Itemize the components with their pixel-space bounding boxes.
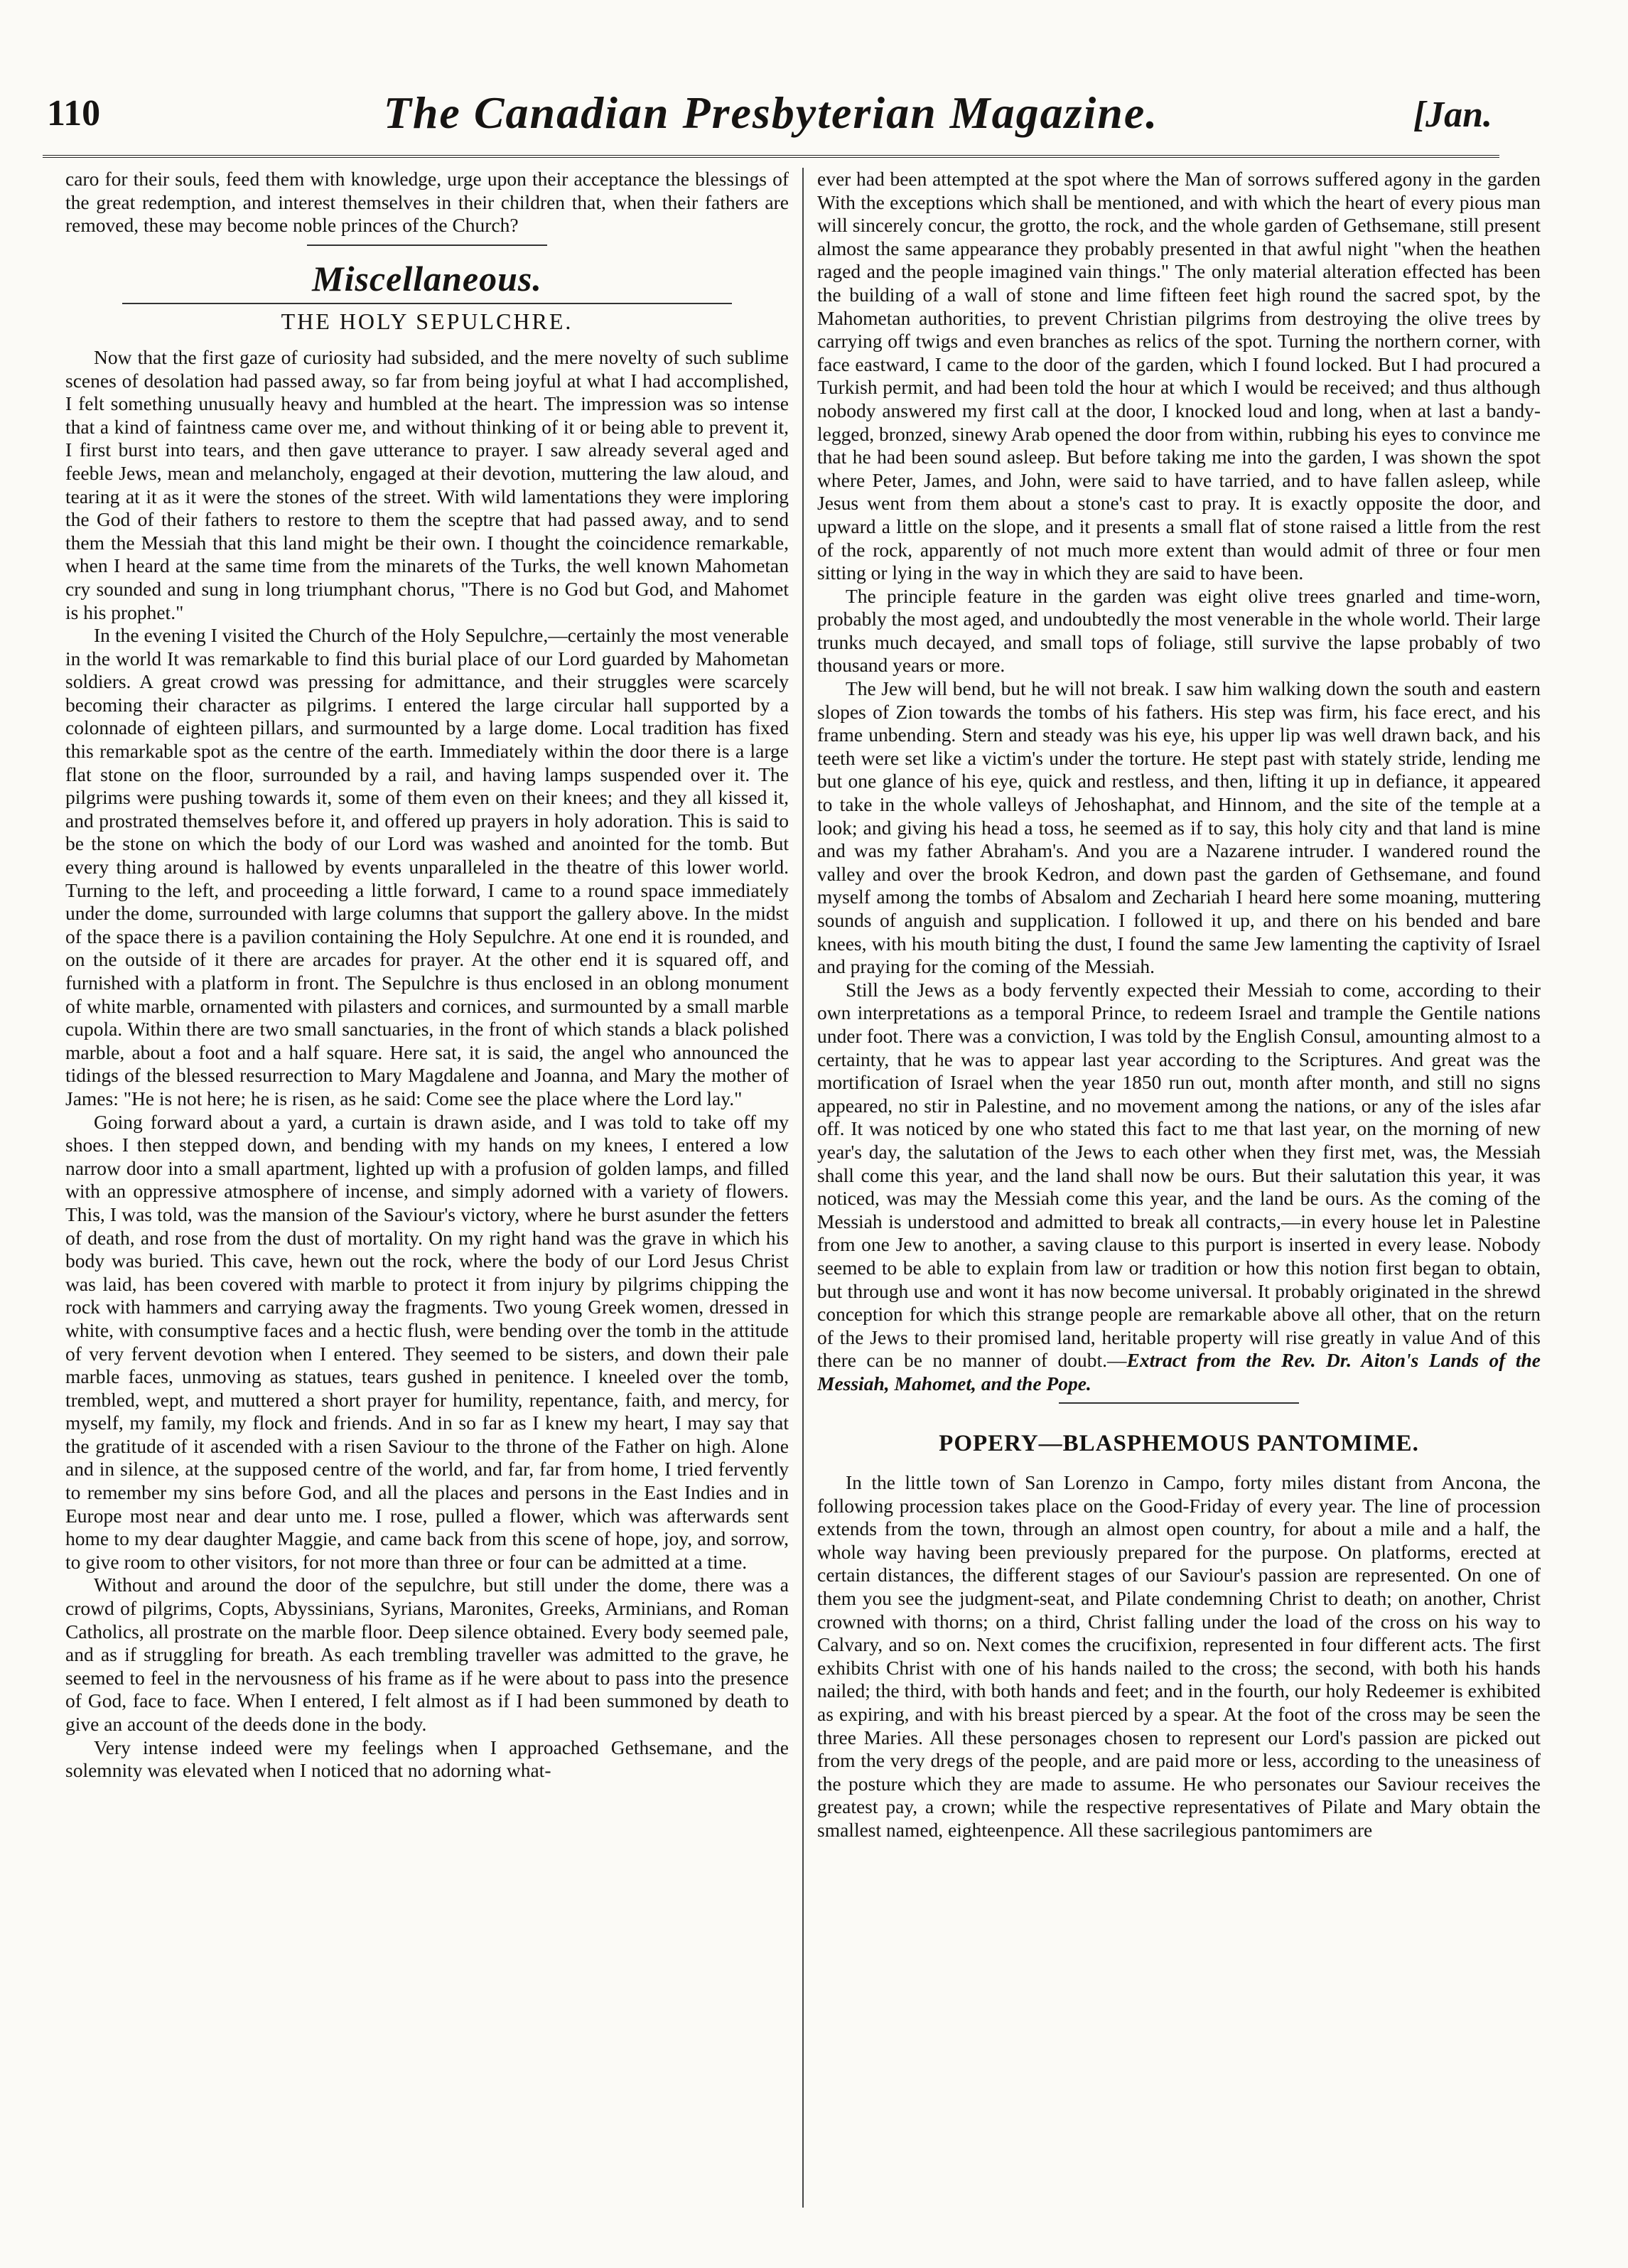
left-column	[65, 168, 789, 2208]
article-title: POPERY—BLASPHEMOUS PANTOMIME.	[939, 1431, 1419, 1457]
article-text: Still the Jews as a body fervently expected their Messiah to come, according to their own interpretations as a temporal Prince, to redeem Israel and trample the Gentile nations under foot. There was a conviction, I was told by the English Consul, amounting almost to a certainty, that he was to appear last year according to the Scriptures. And great was the mortification of Israel when the year 1850 run out, month after month, and still no signs appeared, no stir in Palestine, and no movement among the nations, or any of the isles afar off. It was noticed by one who stated this fact to me that last year, on the morning of new year's day, the salutation of the Jews to each other when they first met, was, the Messiah shall come this year, and the land shall now be ours. But their salutation this year, it was noticed, was may the Messiah come this year, and the land be ours. As the coming of the Messiah is understood and admitted to break all contracts,—in every house let in Palestine from one Jew to another, a saving clause to this purport is inserted in every lease. Nobody seemed to be able to explain from law or tradition or how this notion first began to obtain, but through use and wont it has now become universal. It probably originated in the shrewd conception for which this strange people are remarkable above all other, that on the return of the Jews to their promised land, heritable property will rise greatly in value And of this there can be no manner of doubt.—	[817, 978, 1541, 1372]
issue-month: [Jan.	[1413, 95, 1492, 135]
lead-in-paragraph: caro for their souls, feed them with knowledge, urge upon their acceptance the blessings of the great redemption, and interest themselves in their children that, when their fathers are removed, these may become noble princes of the Church?	[65, 168, 789, 237]
section-divider	[307, 244, 547, 246]
section-heading: Miscellaneous.	[312, 258, 542, 299]
article-paragraph: Very intense indeed were my feelings when I approached Gethsemane, and the solemnity was elevated when I noticed that no adorning what-	[65, 1736, 789, 1782]
right-column	[817, 168, 1541, 2208]
heading-rule	[122, 303, 732, 304]
article-paragraph: Without and around the door of the sepulchre, but still under the dome, there was a crowd of pilgrims, Copts, Abyssinians, Syrians, Maronites, Greeks, Arminians, and Roman Catholics, all prostrate on the marble floor. Deep silence obtained. Every body seemed pale, and as if struggling for breath. As each trembling traveller was admitted to the grave, he seemed to feel in the nervousness of his frame as if he were about to pass into the presence of God, face to face. When I entered, I felt almost as if I had been summoned by death to give an account of the deeds done in the body.	[65, 1574, 789, 1735]
column-divider	[802, 168, 804, 2208]
article-divider	[1059, 1402, 1299, 1404]
magazine-title: The Canadian Presbyterian Magazine.	[383, 87, 1159, 138]
article-paragraph: ever had been attempted at the spot where the Man of sorrows suffered agony in the garden With the exceptions which shall be mentioned, and with which the heart of every pious man will sincerely concur, the grotto, the rock, and the whole garden of Gethsemane, still present almost the same appearance they probably presented in that awful night "when the heathen raged and the people imagined vain things." The only material alteration effected has been the building of a wall of stone and lime fifteen feet high round the sacred spot, by the Mahometan authorities, to prevent Christian pilgrims from destroying the olive trees by carrying off twigs and even branches as relics of the spot. Turning the northern corner, with face eastward, I came to the door of the garden, which I found locked. But I had procured a Turkish permit, and had been told the hour at which I would be received; and thus although nobody answered my first call at the door, I knocked loud and long, when at last a bandy-legged, bronzed, sinewy Arab opened the door from within, rubbing his eyes to convince me that he had been sound asleep. But before taking me into the garden, I was shown the spot where Peter, James, and John, were said to have tarried, and to have fallen asleep, while Jesus went from them about a stone's cast to pray. It is exactly opposite the door, and upward a little on the slope, and it presents a small flat of stone raised a little from the rest of the rock, apparently of not much more extent than would admit of three or four men sitting or lying in the way in which they are said to have been.	[817, 168, 1541, 584]
page-number: 110	[47, 93, 101, 134]
article-paragraph	[817, 979, 1541, 1396]
running-header	[43, 84, 1499, 158]
article-paragraph: Going forward about a yard, a curtain is drawn aside, and I was told to take off my shoes. I then stepped down, and bending with my hands on my knees, I entered a low narrow door into a small apartment, lighted up with a profusion of golden lamps, and filled with an oppressive atmosphere of incense, and simply adorned with a variety of flowers. This, I was told, was the mansion of the Saviour's victory, where he burst asunder the fetters of death, and rose from the dust of mortality. On my right hand was the grave in which his body was buried. This cave, hewn out the rock, where the body of our Lord Jesus Christ was laid, has been covered with marble to protect it from injury by pilgrims chipping the rock with hammers and carrying away the fragments. Two young Greek women, dressed in white, with consumptive faces and a hectic flush, were bending over the tomb in the attitude of very fervent devotion when I entered. They seemed to be sisters, and down their pale marble faces, unmoving as statues, tears gushed in penitence. I kneeled over the tomb, trembled, wept, and muttered a short prayer for humility, repentance, faith, and mercy, for myself, my family, my flock and friends. And in so far as I knew my heart, I may say that the gratitude of it ascended with a risen Saviour to the throne of the Father on high. Alone and in silence, at the supposed centre of the world, and far, far from home, I tried fervently to remember my sins before God, and all the places and persons in the East Indies and in Europe most near and dear unto me. I rose, pulled a flower, which was afterwards sent home to my dear daughter Maggie, and came back from this scene of hope, joy, and sorrow, to give room to other visitors, for not more than three or four can be admitted at a time.	[65, 1110, 789, 1573]
article-paragraph: The Jew will bend, but he will not break. I saw him walking down the south and eastern slopes of Zion towards the tombs of his fathers. His step was firm, his face erect, and his frame unbending. Stern and steady was his eye, his upper lip was well drawn back, and his teeth were set like a victim's under the torture. He stept past with stately stride, lending me but one glance of his eye, quick and restless, and then, lifting it up in defiance, it appeared to take in the whole valleys of Jehoshaphat, and Hinnom, and the site of the temple at a look; and giving his head a toss, he seemed as if to say, this holy city and that land is mine and was my father Abraham's. And you are a Nazarene intruder. I wandered round the valley and over the brook Kedron, and down past the garden of Gethsemane, and found myself among the tombs of Absalom and Zechariah I heard here some moaning, muttering sounds of anguish and supplication. I followed it up, and there on his bended and bare knees, with his mouth biting the dust, I found the same Jew lamenting the captivity of Israel and praying for the coming of the Messiah.	[817, 677, 1541, 978]
article-paragraph: Now that the first gaze of curiosity had subsided, and the mere novelty of such sublime scenes of desolation had passed away, so far from being joyful at what I had accomplished, I felt something unusually heavy and humbled at the heart. The impression was so intense that a kind of faintness came over me, and without thinking of it or being able to prevent it, I first burst into tears, and then gave utterance to prayer. I saw already several aged and feeble Jews, mean and melancholy, engaged at their devotion, muttering the law aloud, and tearing at it as it were the stones of the street. With wild lamentations they were imploring the God of their fathers to restore to them the sceptre that had passed away, and to send them the Messiah that this land might be their own. I thought the coincidence remarkable, when I heard at the same time from the minarets of the Turks, the well known Mahometan cry sounded and sung in long triumphant chorus, "There is no God but God, and Mahomet is his prophet."	[65, 345, 789, 623]
article-paragraph: The principle feature in the garden was eight olive trees gnarled and time-worn, probably the most aged, and undoubtedly the most venerable in the whole world. Their large trunks much decayed, and small tops of foliage, still survive the lapse probably of two thousand years or more.	[817, 584, 1541, 677]
article-paragraph: In the little town of San Lorenzo in Campo, forty miles distant from Ancona, the following procession takes place on the Good-Friday of every year. The line of procession extends from the town, through an almost open country, for about a mile and a half, the whole way having been previously prepared for the purpose. On platforms, erected at certain distances, the different stages of our Saviour's passion are represented. On one of them you see the judgment-seat, and Pilate condemning Christ to death; on another, Christ crowned with thorns; on a third, Christ falling under the load of the cross on his way to Calvary, and so on. Next comes the crucifixion, represented in four different acts. The first exhibits Christ with one of his hands nailed to the cross; the second, with both his hands nailed; the third, with both hands and feet; and in the fourth, our holy Redeemer is exhibited as expiring, and with his breast pierced by a spear. At the foot of the cross may be seen the three Maries. All these personages chosen to represent our Lord's passion are picked out from the very dregs of the people, and are paid more or less, according to the uneasiness of the posture which they are made to assume. He who personates our Saviour receives the greatest pay, a crown; while the respective representatives of Pilate and Mary obtain the smallest named, eighteenpence. All these sacrilegious pantomimers are	[817, 1471, 1541, 1841]
article-paragraph: In the evening I visited the Church of the Holy Sepulchre,—certainly the most venerable in the world It was remarkable to find this burial place of our Lord guarded by Mahometan soldiers. A great crowd was pressing for admittance, and their struggles were scarcely becoming their character as pilgrims. I entered the large circular hall supported by a colonnade of eighteen pillars, and surmounted by a large dome. Local tradition has fixed this remarkable spot as the centre of the earth. Immediately within the door there is a large flat stone on the floor, surrounded by a rail, and having lamps suspended over it. The pilgrims were pushing towards it, some of them even on their knees; and they all kissed it, and prostrated themselves before it, and offered up prayers in holy adoration. This is said to be the stone on which the body of our Lord was washed and anointed for the tomb. But every thing around is hallowed by events unparalleled in the theatre of this lower world. Turning to the left, and proceeding a little forward, I came to a round space immediately under the dome, surrounded with large columns that support the gallery above. In the midst of the space there is a pavilion containing the Holy Sepulchre. At one end it is rounded, and on the outside of it there are arcades for prayer. At the other end it is squared off, and furnished with a platform in front. The Sepulchre is thus enclosed in an oblong monument of white marble, ornamented with pilasters and cornices, and surmounted by a small marble cupola. Within there are two small sanctuaries, in the front of which stands a black polished marble, about a foot and a half square. Here sat, it is said, the angel who announced the tidings of the blessed resurrection to Mary Magdalene and Joanna, and Mary the mother of James: "He is not here; he is risen, as he said: Come see the place where the Lord lay."	[65, 624, 789, 1109]
source-credit: Extract from the Rev. Dr. Aiton's Lands of the Messiah, Mahomet, and the Pope.	[817, 1349, 1541, 1394]
article-title: THE HOLY SEPULCHRE.	[281, 308, 573, 335]
